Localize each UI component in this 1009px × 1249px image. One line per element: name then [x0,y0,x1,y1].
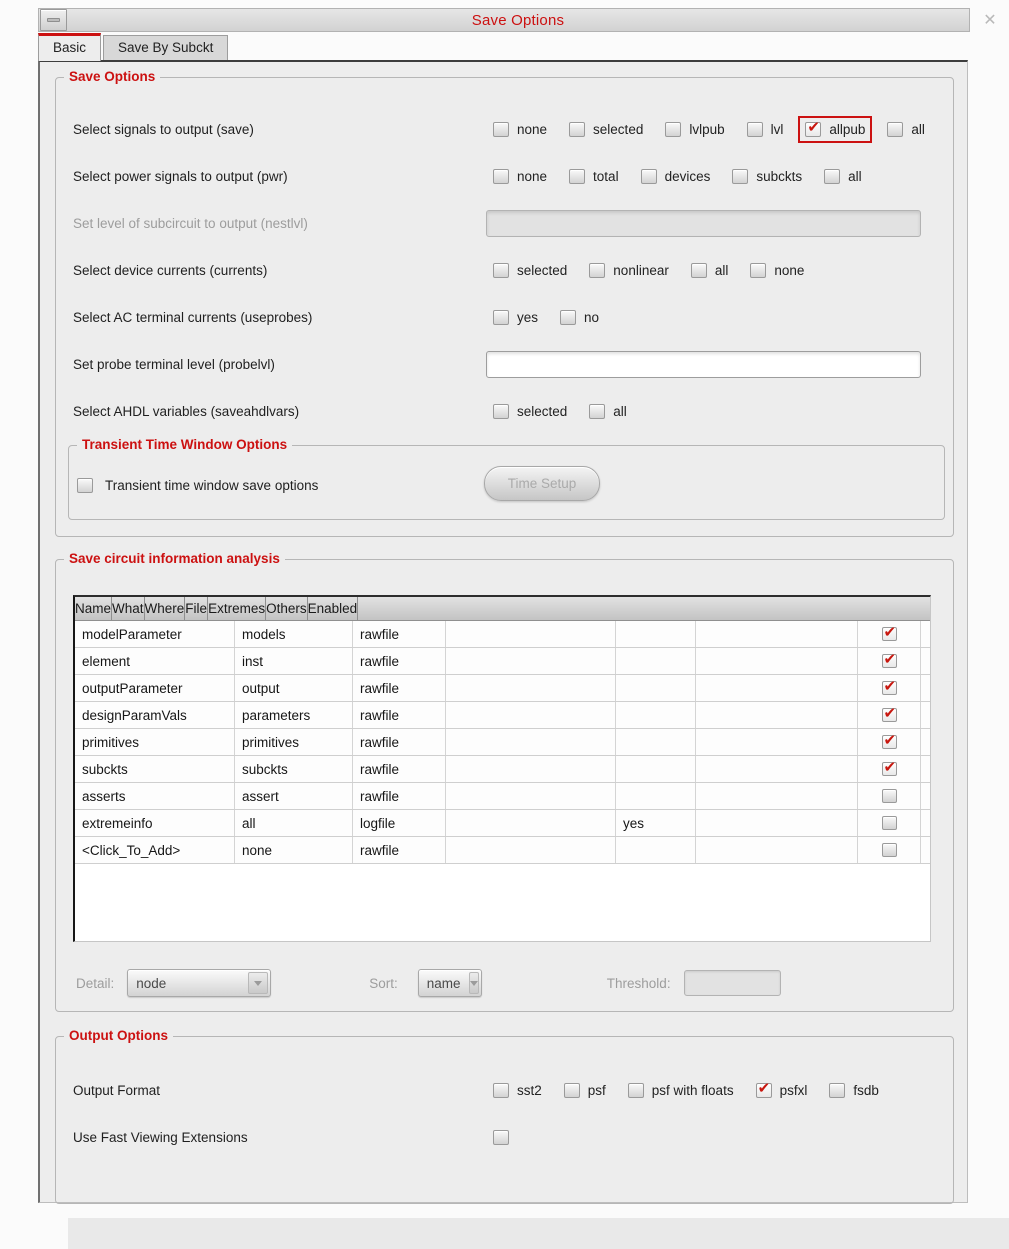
circuit-info-table [73,595,931,942]
cell-what[interactable]: subckts [235,756,353,782]
checkbox-label: total [593,169,619,184]
enabled-checkbox[interactable] [882,681,897,695]
cell-file[interactable] [446,783,616,809]
checkbox-label: subckts [756,169,803,184]
table-row[interactable] [75,702,930,729]
cell-where[interactable]: rawfile [353,702,446,728]
cell-extremes[interactable] [616,783,696,809]
checkbox-label: none [517,122,548,137]
table-row[interactable] [75,729,930,756]
fast-viewing-options [486,1124,524,1151]
checkbox-option[interactable] [486,163,554,190]
checkbox-label: devices [664,169,711,184]
cell-name[interactable]: designParamVals [75,702,235,728]
checkbox[interactable] [493,1130,509,1145]
checkbox-label: psf [587,1083,606,1098]
checkbox-label: fsdb [853,1083,879,1098]
useprobes-options [486,304,606,331]
cell-what[interactable]: all [235,810,353,836]
cell-enabled[interactable] [858,702,921,728]
threshold-input[interactable] [684,970,781,996]
chevron-down-icon[interactable] [248,972,268,994]
checkbox[interactable] [493,404,509,419]
checkbox-label: none [774,263,805,278]
cell-enabled[interactable] [858,621,921,647]
checkbox-option[interactable] [798,116,872,143]
minimize-icon [47,18,60,22]
cell-others[interactable] [696,783,858,809]
circuit-info-group-title: Save circuit information analysis [64,551,285,566]
cell-where[interactable]: rawfile [353,783,446,809]
save-options-group [55,69,954,537]
checkbox[interactable] [493,122,509,137]
checkbox[interactable] [569,169,585,184]
cell-others[interactable] [696,648,858,674]
checkbox[interactable] [493,1083,509,1098]
cell-others[interactable] [696,756,858,782]
save-options-group-title: Save Options [64,69,160,84]
checkbox-label: nonlinear [613,263,669,278]
device-currents-options [486,257,811,284]
checkbox-label: no [584,310,600,325]
power-pwr-label: Select power signals to output (pwr) [73,169,288,184]
table-row[interactable] [75,648,930,675]
cell-name[interactable]: outputParameter [75,675,235,701]
cell-what[interactable]: primitives [235,729,353,755]
table-row[interactable] [75,783,930,810]
checkbox[interactable] [628,1083,644,1098]
checkbox-option[interactable] [553,304,606,331]
cell-enabled[interactable] [858,648,921,674]
tab-save-by-subckt[interactable]: Save By Subckt [103,35,228,61]
nestlvl-input[interactable] [486,210,921,237]
table-header-row [75,597,930,621]
signals-save-label: Select signals to output (save) [73,122,254,137]
cell-enabled[interactable] [858,837,921,863]
ahdl-vars-row [56,388,953,435]
enabled-checkbox[interactable] [882,708,897,722]
checkbox-option[interactable] [486,398,574,425]
checkbox-label: all [613,404,627,419]
checkbox-option[interactable] [557,1077,613,1104]
cell-enabled[interactable] [858,729,921,755]
sort-dropdown-value: name [426,975,461,991]
fast-viewing-label: Use Fast Viewing Extensions [73,1130,248,1145]
cell-file[interactable] [446,729,616,755]
detail-label: Detail: [76,975,115,991]
checkbox-option[interactable] [749,1077,815,1104]
signals-save-options [486,116,932,143]
circuit-info-group [55,551,954,1012]
transient-time-window-group [68,437,945,520]
power-pwr-row [56,153,953,200]
cell-others[interactable] [696,675,858,701]
table-row[interactable] [75,756,930,783]
checkbox-option[interactable] [822,1077,886,1104]
checkbox-option[interactable] [486,1124,524,1151]
enabled-checkbox[interactable] [882,762,897,776]
cell-extremes[interactable] [616,621,696,647]
cell-others[interactable] [696,621,858,647]
table-header-cell[interactable]: Enabled [308,597,359,620]
cell-extremes[interactable] [616,837,696,863]
minimize-button[interactable] [40,9,67,31]
nestlvl-label: Set level of subcircuit to output (nestlvl) [73,216,308,231]
checkbox-option[interactable] [621,1077,741,1104]
cell-what[interactable]: models [235,621,353,647]
checkbox[interactable] [641,169,657,184]
probelvl-label: Set probe terminal level (probelvl) [73,357,275,372]
device-currents-row [56,247,953,294]
cell-file[interactable] [446,837,616,863]
cell-where[interactable]: rawfile [353,837,446,863]
cell-enabled[interactable] [858,783,921,809]
cell-where[interactable]: rawfile [353,648,446,674]
cell-name[interactable]: <Click_To_Add> [75,837,235,863]
cell-where[interactable]: rawfile [353,675,446,701]
detail-dropdown[interactable] [127,969,271,997]
table-header-cell[interactable]: Where [145,597,186,620]
cell-enabled[interactable] [858,675,921,701]
enabled-checkbox[interactable] [882,735,897,749]
checkbox-label: sst2 [517,1083,542,1098]
threshold-label: Threshold: [606,975,671,991]
table-controls-row [56,966,953,1000]
cell-others[interactable] [696,837,858,863]
checkbox-option[interactable] [684,257,736,284]
table-header-cell[interactable]: What [112,597,145,620]
cell-name[interactable]: subckts [75,756,235,782]
checkbox-option[interactable] [725,163,809,190]
close-icon: ✕ [983,12,997,29]
checkbox-option[interactable] [743,257,811,284]
footer-strip [68,1218,1009,1249]
checkbox[interactable] [732,169,748,184]
cell-extremes[interactable] [616,702,696,728]
checkbox-label: selected [517,404,568,419]
cell-what[interactable]: none [235,837,353,863]
checkbox-option[interactable] [562,163,626,190]
table-header-cell[interactable]: Others [266,597,308,620]
cell-what[interactable]: parameters [235,702,353,728]
detail-dropdown-value: node [136,975,167,991]
tab-bar [38,34,228,61]
checkbox[interactable] [493,263,509,278]
sort-label: Sort: [369,975,398,991]
transient-row [69,464,944,506]
window-title: Save Options [471,11,565,29]
cell-extremes[interactable]: yes [616,810,696,836]
table-row[interactable] [75,621,930,648]
checkbox[interactable] [805,122,821,137]
cell-file[interactable] [446,756,616,782]
device-currents-label: Select device currents (currents) [73,263,268,278]
checkbox-option[interactable] [486,116,554,143]
cell-extremes[interactable] [616,648,696,674]
cell-where[interactable]: logfile [353,810,446,836]
checkbox-option[interactable] [486,304,545,331]
enabled-checkbox[interactable] [882,816,897,830]
transient-checkbox[interactable] [77,478,93,493]
output-options-group [55,1028,954,1204]
checkbox-option[interactable] [880,116,932,143]
checkbox-option[interactable] [817,163,869,190]
checkbox[interactable] [564,1083,580,1098]
checkbox[interactable] [887,122,903,137]
checkbox-label: all [848,169,862,184]
table-body [75,621,930,864]
checkbox-label: selected [517,263,568,278]
probelvl-input[interactable] [486,351,921,378]
cell-name[interactable]: asserts [75,783,235,809]
checkbox-label: yes [517,310,539,325]
transient-checkbox-label: Transient time window save options [105,477,319,493]
cell-what[interactable]: output [235,675,353,701]
basic-tab-panel [38,60,968,1203]
close-button[interactable] [977,9,1003,31]
checkbox-label: psf with floats [651,1083,734,1098]
table-row[interactable] [75,810,930,837]
checkbox[interactable] [747,122,763,137]
cell-enabled[interactable] [858,810,921,836]
cell-extremes[interactable] [616,729,696,755]
table-header-cell[interactable]: Extremes [208,597,266,620]
checkbox-label: psfxl [779,1083,808,1098]
cell-name[interactable]: element [75,648,235,674]
checkbox-option[interactable] [658,116,731,143]
cell-file[interactable] [446,621,616,647]
cell-extremes[interactable] [616,675,696,701]
cell-extremes[interactable] [616,756,696,782]
cell-what[interactable]: assert [235,783,353,809]
output-format-options [486,1077,886,1104]
table-row[interactable] [75,837,930,864]
checkbox-label: lvlpub [689,122,725,137]
tab-basic[interactable]: Basic [38,33,101,61]
checkbox-option[interactable] [486,1077,549,1104]
checkbox[interactable] [665,122,681,137]
checkbox-option[interactable] [562,116,650,143]
checkbox-label: all [714,263,729,278]
probelvl-row [56,341,953,388]
checkbox[interactable] [560,310,576,325]
checkbox[interactable] [569,122,585,137]
table-row[interactable] [75,675,930,702]
checkbox[interactable] [829,1083,845,1098]
nestlvl-row [56,200,953,247]
useprobes-label: Select AC terminal currents (useprobes) [73,310,313,325]
enabled-checkbox[interactable] [882,654,897,668]
enabled-checkbox[interactable] [882,843,897,857]
cell-where[interactable]: rawfile [353,756,446,782]
enabled-checkbox[interactable] [882,627,897,641]
cell-file[interactable] [446,702,616,728]
checkbox-label: all [911,122,925,137]
checkbox-label: selected [593,122,644,137]
checkbox-option[interactable] [486,257,574,284]
useprobes-row [56,294,953,341]
enabled-checkbox[interactable] [882,789,897,803]
signals-save-row [56,106,953,153]
checkbox[interactable] [824,169,840,184]
checkbox[interactable] [493,169,509,184]
checkbox-option[interactable] [740,116,791,143]
checkbox-option[interactable] [582,257,676,284]
checkbox[interactable] [589,263,605,278]
time-setup-button[interactable]: Time Setup [484,466,600,501]
checkbox[interactable] [750,263,766,278]
checkbox[interactable] [691,263,707,278]
cell-where[interactable]: rawfile [353,621,446,647]
checkbox-label: allpub [829,122,866,137]
checkbox[interactable] [493,310,509,325]
table-header-cell[interactable]: Name [75,597,112,620]
checkbox[interactable] [589,404,605,419]
power-pwr-options [486,163,869,190]
checkbox-label: lvl [770,122,784,137]
sort-dropdown[interactable] [418,969,482,997]
cell-file[interactable] [446,648,616,674]
cell-enabled[interactable] [858,756,921,782]
cell-others[interactable] [696,729,858,755]
fast-viewing-row [56,1114,953,1161]
output-format-row [56,1067,953,1114]
chevron-down-icon[interactable] [469,972,479,994]
cell-name[interactable]: primitives [75,729,235,755]
cell-name[interactable]: extremeinfo [75,810,235,836]
checkbox[interactable] [756,1083,772,1098]
checkbox-option[interactable] [582,398,634,425]
cell-others[interactable] [696,810,858,836]
transient-group-title: Transient Time Window Options [77,437,292,452]
output-format-label: Output Format [73,1083,161,1098]
cell-what[interactable]: inst [235,648,353,674]
ahdl-vars-options [486,398,634,425]
table-header-cell[interactable]: File [185,597,208,620]
title-bar[interactable] [38,8,970,32]
output-options-group-title: Output Options [64,1028,173,1043]
cell-others[interactable] [696,702,858,728]
checkbox-label: none [517,169,548,184]
checkbox-option[interactable] [634,163,718,190]
cell-where[interactable]: rawfile [353,729,446,755]
cell-file[interactable] [446,675,616,701]
cell-file[interactable] [446,810,616,836]
cell-name[interactable]: modelParameter [75,621,235,647]
ahdl-vars-label: Select AHDL variables (saveahdlvars) [73,404,300,419]
